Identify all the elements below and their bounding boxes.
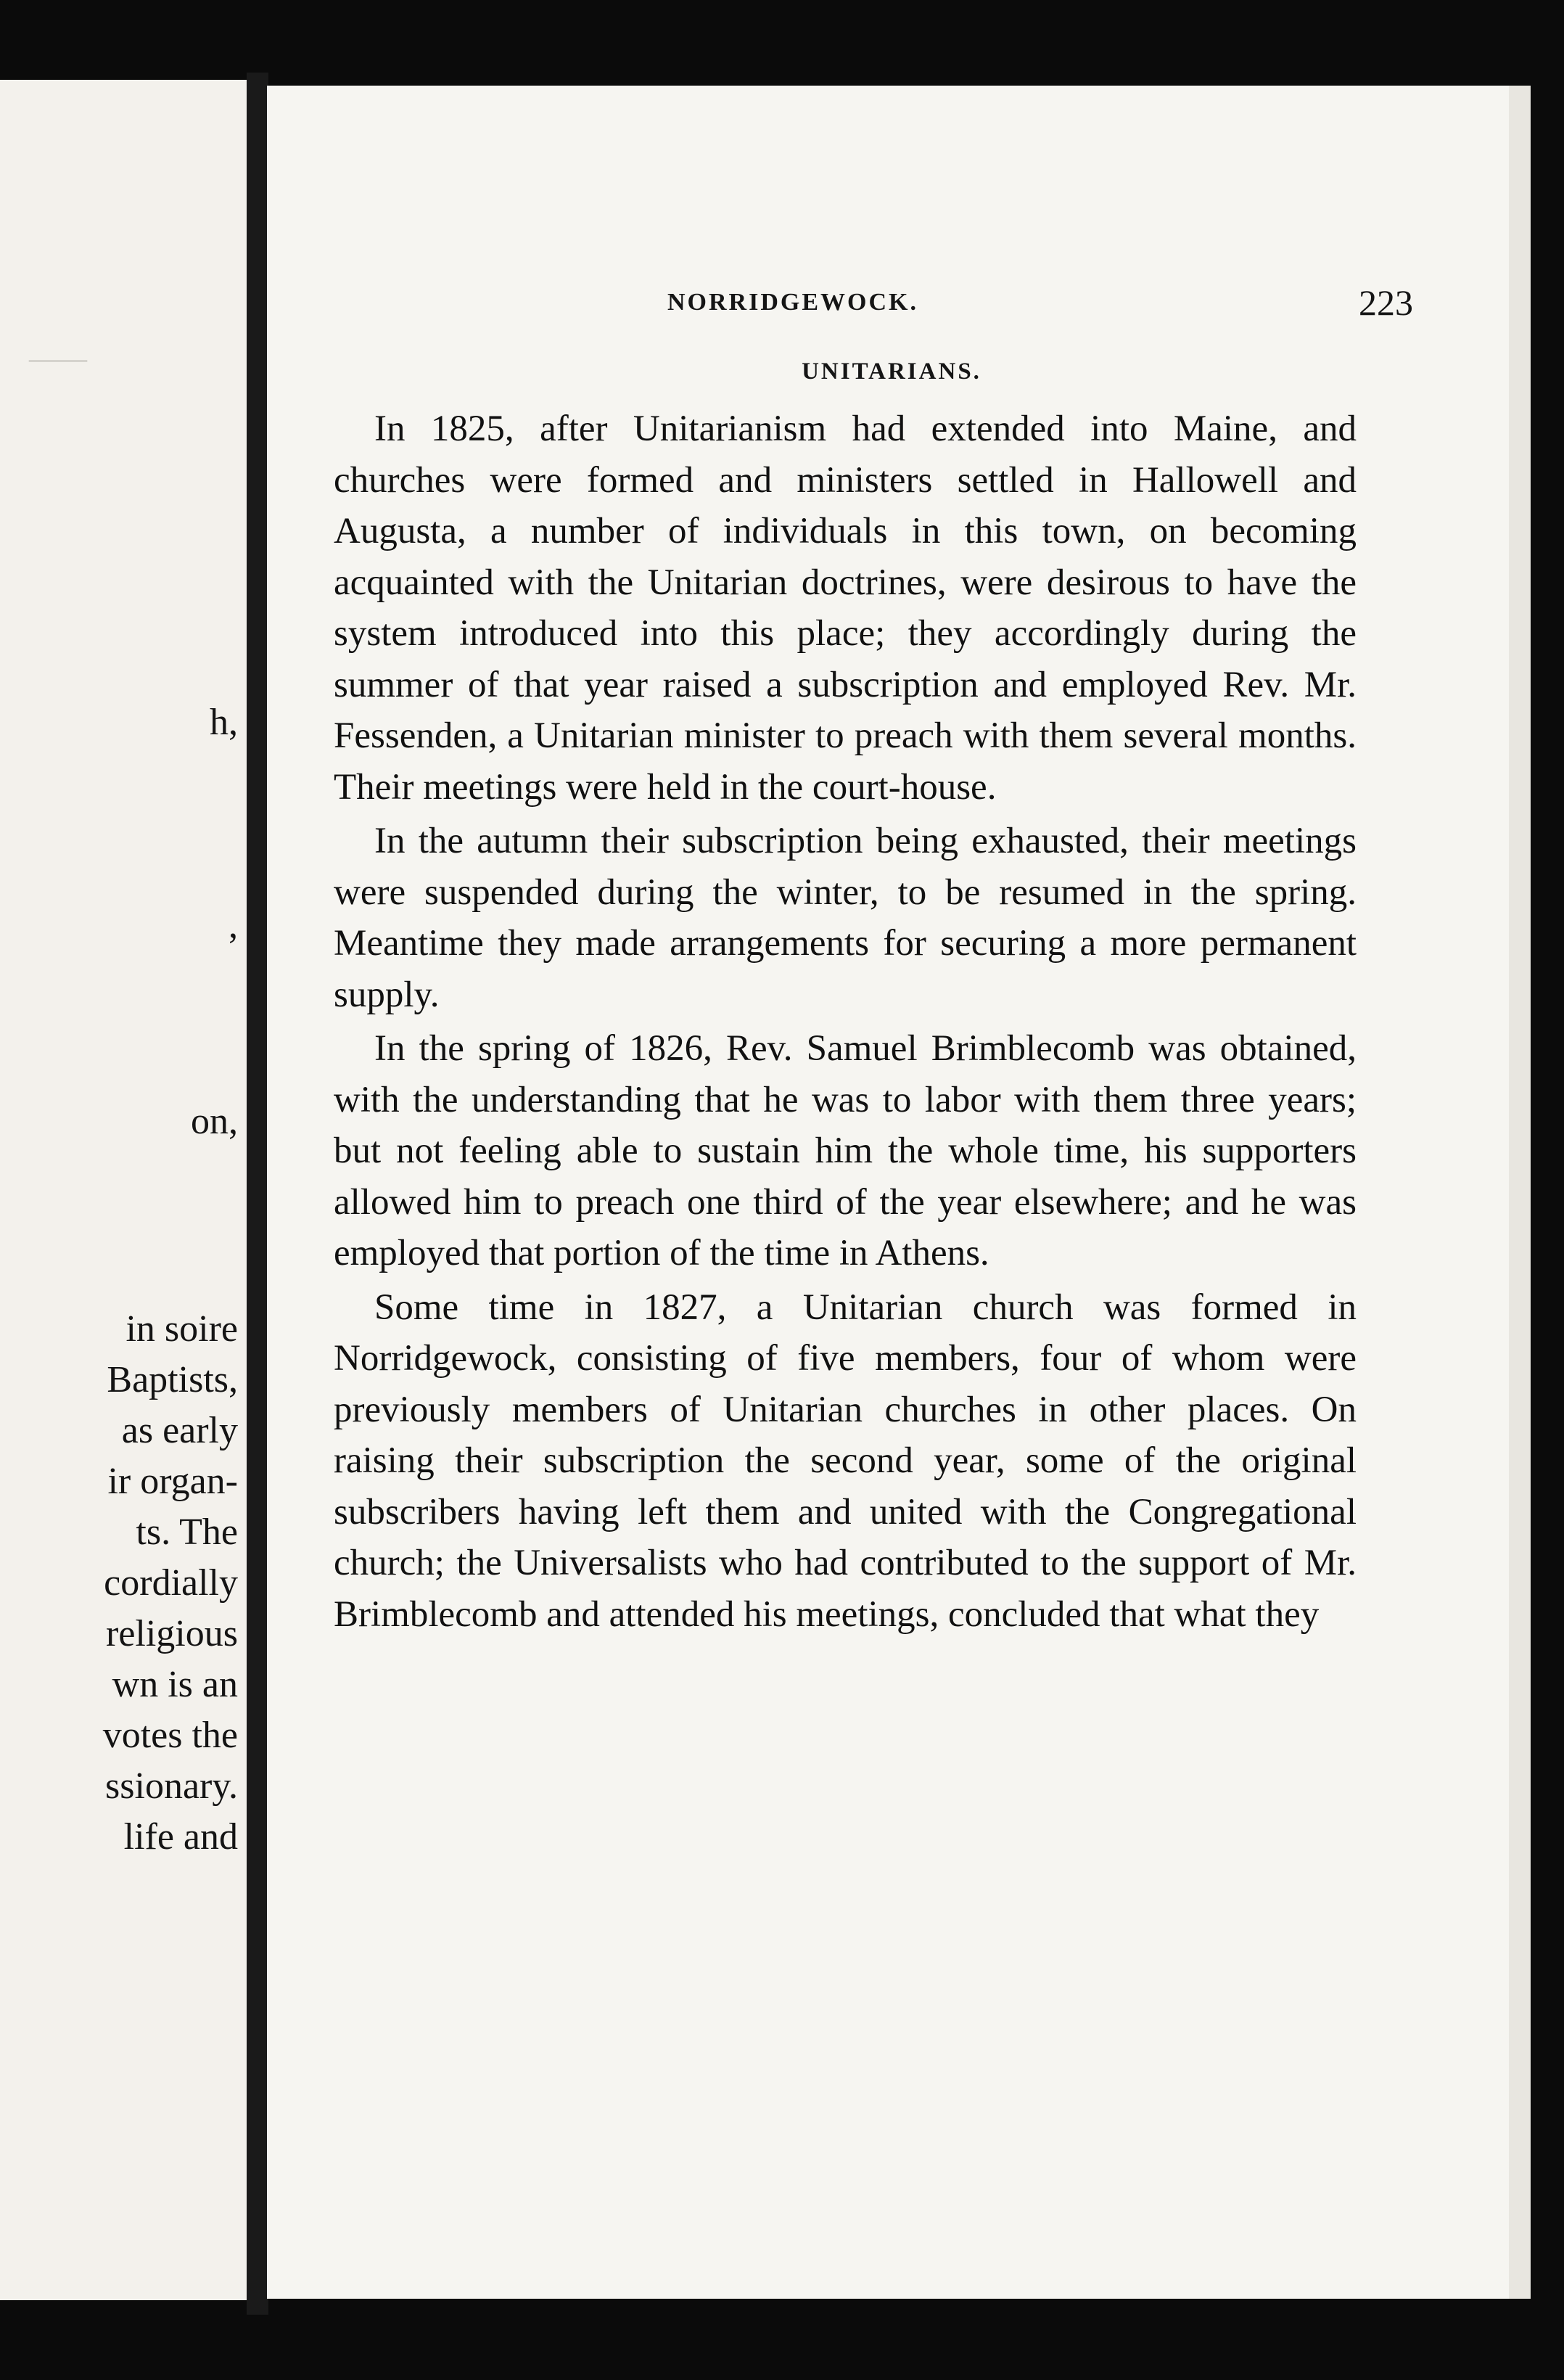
paragraph: In the autumn their subscription being exhausted, their meetings were suspended during the winter, to be resumed in the spring. Meantime they made arrangements for securing a more permanent supply. bbox=[334, 821, 1357, 1015]
left-fragment-line: h, bbox=[210, 702, 238, 743]
book-page bbox=[267, 86, 1509, 2299]
paragraph: Some time in 1827, a Unitarian church was formed in Norridgewock, consisting of five members, four of whom were previously members of Unitarian churches in other places. On raising their subscription the second year, some of the original subscribers having left them and united with the Congregational church; the Universalists who had contributed to the support of Mr. Brimblecomb and attended his meetings, concluded that what they bbox=[334, 1287, 1357, 1635]
paragraph: In the spring of 1826, Rev. Samuel Brimblecomb was obtained, with the understanding that he was to labor with them three years; but not feeling able to sustain him the whole time, his supporters allowed him to preach one third of the year elsewhere; and he was employed that portion of the time in Athens. bbox=[334, 1028, 1357, 1273]
left-fragment-line: ir organ- bbox=[107, 1461, 238, 1502]
bleed-through-text: —— bbox=[29, 342, 87, 374]
running-head: NORRIDGEWOCK. bbox=[667, 289, 918, 316]
page-gutter bbox=[247, 73, 268, 2315]
left-fragment-line: , bbox=[229, 905, 238, 946]
paragraph: In 1825, after Unitarianism had extended into Maine, and churches were formed and ministers settled in Hallowell and Augusta, a number of individuals in this town, on becoming acquainted with the Unitarian doctrines, were desirous to have the system introduced into this place; they accordingly during the summer of that year raised a subscription and employed Rev. Mr. Fessenden, a Unitarian minister to preach with them several months. Their meetings were held in the court-house. bbox=[334, 409, 1357, 808]
page-body bbox=[334, 403, 1357, 1640]
page-edge bbox=[1509, 86, 1531, 2299]
left-fragment-line: wn is an bbox=[112, 1664, 238, 1705]
page-header bbox=[267, 282, 1509, 340]
left-fragment-line: religious bbox=[106, 1613, 238, 1654]
left-fragment-line: cordially bbox=[104, 1562, 238, 1604]
page-number: 223 bbox=[1359, 282, 1413, 323]
left-fragment-line: in soire bbox=[125, 1308, 238, 1350]
left-fragment-line: life and bbox=[123, 1816, 238, 1858]
left-fragment-line: on, bbox=[191, 1101, 238, 1142]
previous-page-fragment bbox=[0, 80, 247, 2300]
left-fragment-line: as early bbox=[121, 1410, 238, 1451]
left-fragment-line: ssionary. bbox=[105, 1765, 238, 1807]
section-heading: UNITARIANS. bbox=[802, 358, 981, 385]
left-fragment-line: ts. The bbox=[136, 1511, 238, 1553]
left-fragment-line: Baptists, bbox=[107, 1359, 238, 1400]
left-fragment-line: votes the bbox=[102, 1715, 238, 1756]
